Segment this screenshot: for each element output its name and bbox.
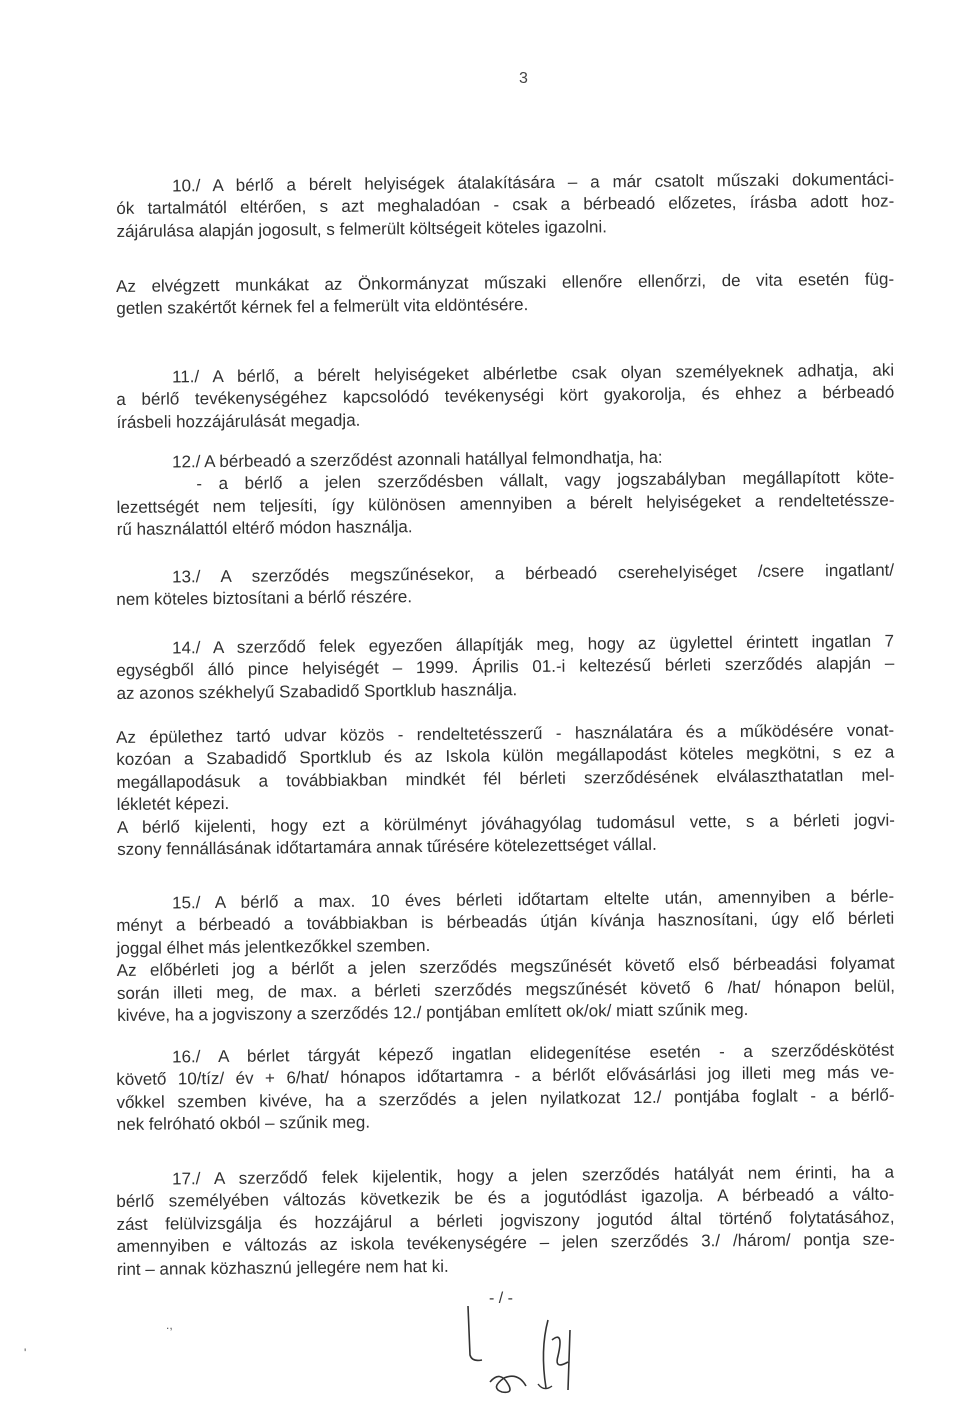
- closing-mark: - / -: [489, 1290, 513, 1307]
- text-line: lezettségét nem teljesíti, így különösen amennyiben a bérelt helyiségeket a rendeltetéssze-: [116, 490, 895, 517]
- stray-mark: .,: [166, 1318, 173, 1332]
- text-line: 13./ A szerződés megszűnésekor, a bérbeadó csereheIyiséget /csere ingatlant/: [172, 560, 895, 587]
- text-line: az azonos székhelyű Szabadidő Sportklub használja.: [116, 679, 518, 703]
- section-11: [116, 360, 895, 435]
- text-line: vőkkel szemben kivéve, ha a szerződés a jelen nyilatkozat 12./ pontjába foglalt - a bérlő-: [116, 1085, 895, 1112]
- text-line: 11./ A bérlő, a bérelt helyiségeket albérletbe csak olyan személyeknek adhatja, aki: [172, 360, 895, 387]
- section-15: [116, 886, 895, 1028]
- text-line: rű használattól eltérő módon használja.: [116, 517, 413, 540]
- section-10-supervision: [116, 269, 894, 321]
- section-10: [116, 169, 895, 244]
- text-line: kozóan a Szabadidő Sportklub és az Iskola külön megállapodást köteles megkötni, s ez a: [116, 742, 895, 770]
- text-line: joggal élhet más jelentkezőkkel szemben.: [116, 935, 431, 958]
- section-14: [116, 631, 895, 706]
- section-12: [116, 445, 895, 542]
- text-line: a bérlő tevékenységéhez kapcsolódó tevékenységi kört gyakorolja, és ehhez a bérbeadó: [116, 382, 895, 410]
- stray-mark: ': [24, 1346, 27, 1360]
- text-line: zást felülvizsgálja és hozzájárul a bérleti jogviszony jogutód által történő folytatásához,: [116, 1207, 895, 1234]
- handwritten-signature: [460, 1300, 610, 1400]
- text-line: írásbeli hozzájárulását megadja.: [116, 410, 361, 432]
- text-line: bérlő személyében változás következik be és a jogutódlást igazolja. A bérbeadó a válto-: [116, 1184, 895, 1212]
- text-line: 10./ A bérlő a bérelt helyiségek átalakítására – a már csatolt műszaki dokumentáci-: [172, 169, 895, 196]
- text-line: zájárulása alapján jogosult, s felmerült költségeit köteles igazolni.: [116, 217, 608, 241]
- text-line: 16./ A bérlet tárgyát képező ingatlan elidegenítése esetén - a szerződéskötést: [172, 1040, 895, 1067]
- text-line: 17./ A szerződő felek kijelentik, hogy a jelen szerződés hatályát nem érinti, ha a: [172, 1162, 895, 1189]
- section-16: [116, 1040, 895, 1137]
- text-line: amennyiben e változás az iskola tevékenységére – jelen szerződés 3./ /három/ pontja sze-: [116, 1229, 895, 1257]
- text-line: 12./ A bérbeadó a szerződést azonnali hatállyal felmondhatja, ha:: [172, 447, 663, 472]
- text-line: rint – annak közhasznú jellegére nem hat ki.: [116, 1256, 449, 1279]
- text-line: 15./ A bérlő a max. 10 éves bérleti időtartam eltelte után, amennyiben a bérle-: [172, 886, 895, 913]
- text-line: nem köteles biztosítani a bérlő részére.: [116, 587, 413, 610]
- text-line: követő 10/tíz/ év + 6/hat/ hónapos időtartamra - a bérlőt elővásárlási jog illeti meg más ve-: [116, 1062, 895, 1090]
- text-line: során illeti meg, de max. a bérleti szerződés megszűnését követő 6 /hat/ hónapon belül,: [116, 976, 896, 1003]
- section-14-courtyard: [116, 720, 895, 862]
- text-line: Az elvégzett munkákat az Önkormányzat műszaki ellenőre ellenőrzi, de vita esetén füg-: [116, 269, 895, 296]
- page-number: 3: [519, 70, 528, 87]
- text-line: nek felróható okból – szűnik meg.: [116, 1112, 371, 1135]
- text-line: egységből álló pince helyiségét – 1999. Április 01.-i keltezésű bérleti szerződés alapján –: [116, 653, 895, 681]
- text-line: ményt a bérbeadó a továbbiakban is bérbeadás útján kívánja hasznosítani, úgy elő bérleti: [116, 908, 895, 936]
- text-line: kivéve, ha a jogviszony a szerződés 12./ pontjában említett ok/ok/ miatt szűnik meg.: [117, 999, 749, 1026]
- text-line: lékletét képezi.: [116, 794, 230, 815]
- text-line: szony fennállásának időtartamára annak tűrésére kötelezettséget vállal.: [117, 834, 657, 860]
- text-line: Az épülethez tartó udvar közös - rendeltetésszerű - használatára és a működésére vonat-: [116, 720, 895, 747]
- text-line: getlen szakértőt kérnek fel a felmerült vita eldöntésére.: [116, 295, 529, 319]
- text-line: megállapodásuk a továbbiakban mindkét fél bérleti szerződésének elválaszthatatlan mel-: [116, 765, 895, 792]
- text-line: - a bérlő a jelen szerződésben vállalt, vagy jogszabályban megállapított köte-: [196, 467, 895, 494]
- section-13: [116, 560, 894, 612]
- section-17: [116, 1162, 895, 1281]
- text-line: Az előbérleti jog a bérlőt a jelen szerződés megszűnését követő első bérbeadási folyamat: [116, 953, 895, 981]
- text-line: A bérlő kijelenti, hogy ezt a körülményt jóváhagyólag tudomásul vette, s a bérleti jogvi-: [116, 810, 896, 837]
- text-line: ók tartalmától eltérően, s azt meghaladóan - csak a bérbeadó előzetes, írásba adott hoz-: [116, 191, 895, 219]
- text-line: 14./ A szerződő felek egyezően állapítják meg, hogy az ügylettel érintett ingatlan 7: [172, 631, 895, 658]
